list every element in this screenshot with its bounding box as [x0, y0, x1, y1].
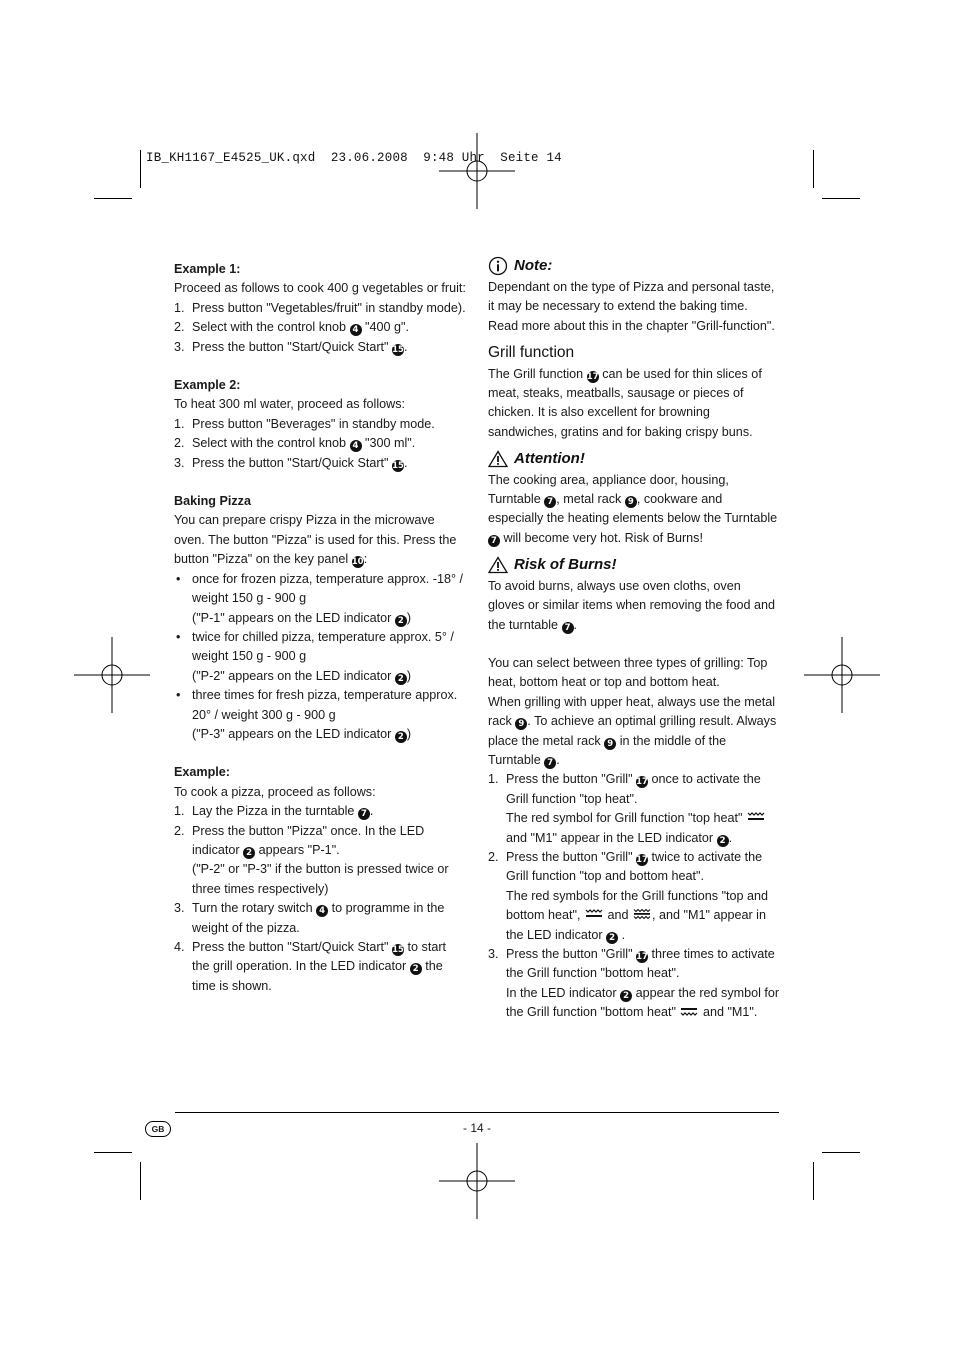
crop-mark	[822, 198, 860, 199]
crop-mark	[140, 1162, 141, 1200]
list-item: 2. Select with the control knob 4 "300 ml".	[174, 436, 416, 452]
list-item: 3. Press the button "Start/Quick Start" 15.	[174, 339, 408, 355]
list-item: 3. Turn the rotary switch 4 to programme in the weight of the pizza.	[174, 901, 445, 935]
ref-number: 4	[350, 324, 362, 336]
crop-mark	[140, 150, 141, 188]
list-item: 1. Press button "Vegetables/fruit" in standby mode).	[174, 300, 466, 315]
example-1-intro: Proceed as follows to cook 400 g vegetables or fruit:	[174, 281, 466, 296]
top-heat-icon	[746, 810, 766, 822]
list-item: 4. Press the button "Start/Quick Start" 15 to start the grill operation. In the LED indicator 2 the time is shown.	[174, 940, 447, 993]
ref-number: 2	[606, 932, 618, 944]
attention-heading: Attention!	[488, 449, 780, 468]
ref-number: 2	[620, 990, 632, 1002]
risk-of-burns-heading: Risk of Burns!	[488, 555, 780, 574]
list-item: 2. Select with the control knob 4 "400 g".	[174, 320, 409, 336]
registration-mark	[804, 637, 880, 713]
crop-mark	[822, 1152, 860, 1153]
ref-number: 2	[243, 847, 255, 859]
upper-heat-text: When grilling with upper heat, always use the metal rack 9 . To achieve an optimal grilling result. Always place the metal rack 9 in the middle of the Turntable 7 .	[488, 694, 777, 768]
right-column	[488, 256, 780, 1023]
crop-mark	[813, 1162, 814, 1200]
ref-number: 17	[636, 952, 648, 962]
info-icon	[488, 256, 508, 276]
ref-number: 9	[604, 738, 616, 750]
registration-mark	[439, 133, 515, 209]
list-item: • once for frozen pizza, temperature approx. -18° / weight 150 g - 900 g ("P-1" appears on the LED indicator 2 )	[176, 571, 464, 626]
grill-function-heading: Grill function	[488, 344, 575, 362]
top-bottom-heat-icon	[632, 907, 652, 919]
ref-number: 2	[395, 615, 407, 627]
example-2-intro: To heat 300 ml water, proceed as follows:	[174, 397, 406, 412]
registration-mark	[439, 1143, 515, 1219]
warning-triangle-icon	[488, 450, 508, 468]
list-item: 1. Press the button "Grill" 17 once to activate the Grill function "top heat". The red symbol for Grill function "top heat" and "M1" appear in the LED indicator 2 .	[488, 770, 780, 848]
list-item: • twice for chilled pizza, temperature approx. 5° / weight 150 g - 900 g ("P-2" appears on the LED indicator 2 )	[176, 629, 454, 684]
example-3-heading: Example:	[174, 765, 230, 780]
list-item: 1. Lay the Pizza in the turntable 7 .	[174, 804, 374, 820]
grilling-types-text: You can select between three types of grilling: Top heat, bottom heat or top and bottom heat.	[488, 655, 768, 690]
baking-pizza-intro: You can prepare crispy Pizza in the microwave oven. The button "Pizza" is used for this. Press the button "Pizza" on the key panel 10:	[174, 513, 457, 568]
ref-number: 4	[350, 440, 362, 452]
ref-number: 2	[395, 673, 407, 685]
ref-number: 17	[586, 371, 599, 382]
crop-mark	[813, 150, 814, 188]
attention-text: The cooking area, appliance door, housing, Turntable 7 , metal rack 9 , cookware and especially the heating elements below the Turntable 7 will become very hot. Risk of Burns!	[488, 472, 778, 546]
ref-number: 7	[488, 535, 500, 547]
crop-mark	[94, 1152, 132, 1153]
ref-number: 2	[410, 963, 422, 975]
example-1-heading: Example 1:	[174, 262, 241, 276]
list-item: 1. Press button "Beverages" in standby mode.	[174, 416, 435, 431]
example-3-intro: To cook a pizza, proceed as follows:	[174, 784, 376, 799]
ref-number: 15	[392, 344, 404, 355]
list-item: 2. Press the button "Pizza" once. In the LED indicator 2 appears "P-1". ("P-2" or "P-3" if the button is pressed twice or three times respectively)	[174, 823, 449, 896]
ref-number: 4	[316, 905, 328, 917]
note-text: Dependant on the type of Pizza and personal taste, it may be necessary to extend the baking time. Read more about this in the chapter "Grill-function".	[488, 280, 775, 333]
ref-number: 7	[544, 496, 556, 508]
note-heading: Note:	[488, 256, 780, 276]
ref-number: 15	[392, 460, 404, 471]
ref-number: 10	[351, 557, 364, 568]
crop-mark	[94, 198, 132, 199]
ref-number: 15	[392, 945, 404, 955]
list-item: • three times for fresh pizza, temperature approx. 20° / weight 300 g - 900 g ("P-3" appears on the LED indicator 2 )	[176, 688, 458, 742]
example-2-heading: Example 2:	[174, 378, 241, 393]
ref-number: 7	[562, 622, 574, 634]
bottom-heat-icon	[679, 1004, 699, 1016]
left-column	[174, 260, 466, 996]
ref-number: 7	[358, 808, 370, 820]
footer-rule	[175, 1112, 779, 1113]
risk-of-burns-text: To avoid burns, always use oven cloths, oven gloves or similar items when removing the food and the turntable 7 .	[488, 578, 775, 633]
list-item: 3. Press the button "Start/Quick Start" 15.	[174, 455, 408, 471]
warning-triangle-icon	[488, 556, 508, 574]
list-item: 2. Press the button "Grill" 17 twice to activate the Grill function "top and bottom heat". The red symbols for the Grill functions "top and bottom heat", and , and "M1" appear in the LED indicator 2 .	[488, 849, 769, 943]
ref-number: 9	[625, 496, 637, 508]
top-heat-icon	[584, 907, 604, 919]
registration-mark	[74, 637, 150, 713]
ref-number: 2	[717, 835, 729, 847]
baking-pizza-heading: Baking Pizza	[174, 494, 251, 509]
ref-number: 9	[515, 718, 527, 730]
list-item: 3. Press the button "Grill" 17 three times to activate the Grill function "bottom heat". In the LED indicator 2 appear the red symbol for the Grill function "bottom heat" and "M1".	[488, 947, 780, 1020]
ref-number: 7	[544, 757, 556, 769]
ref-number: 17	[636, 777, 648, 788]
page-number: - 14 -	[462, 1121, 491, 1135]
print-slug: IB_KH1167_E4525_UK.qxd 23.06.2008 9:48 Uhr Seite 14	[146, 151, 562, 165]
ref-number: 17	[636, 854, 648, 865]
language-badge: GB	[145, 1121, 171, 1137]
ref-number: 2	[395, 731, 407, 743]
grill-function-text: The Grill function 17 can be used for thin slices of meat, steaks, meatballs, sausage or pieces of chicken. It is also excellent for browning sandwiches, gratins and for baking crispy buns.	[488, 366, 762, 439]
